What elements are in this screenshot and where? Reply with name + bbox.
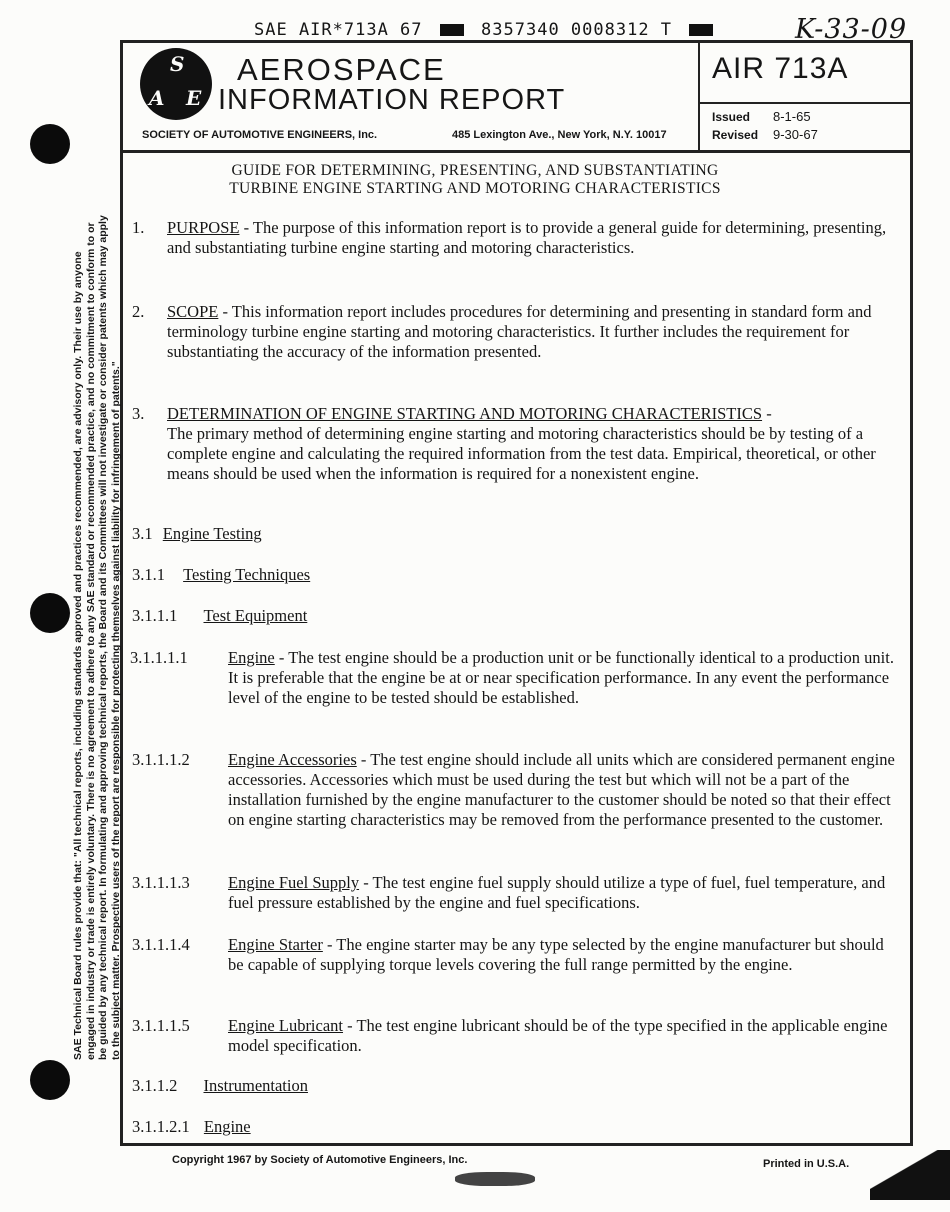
section-text: - The test engine should be a production unit or be functionally identical to a production unit. It is preferable that the engine be at or near specification performance. In any event the performance level of the engine to be tested should be established. bbox=[228, 648, 894, 707]
subsection-engine-accessories bbox=[228, 750, 900, 830]
redaction-block bbox=[440, 24, 464, 36]
section-heading: DETERMINATION OF ENGINE STARTING AND MOTORING CHARACTERISTICS bbox=[167, 404, 763, 423]
handwritten-code: K-33-09 bbox=[795, 14, 908, 45]
doc-title-line2: TURBINE ENGINE STARTING AND MOTORING CHARACTERISTICS bbox=[229, 180, 721, 197]
section-text: - The engine starter may be any type selected by the engine manufacturer but should be capable of supplying torque levels covering the full range permitted by the engine. bbox=[228, 935, 884, 974]
section-heading: SCOPE bbox=[167, 302, 219, 321]
code-left: SAE AIR*713A 67 bbox=[254, 20, 423, 40]
section-number: 2. bbox=[132, 302, 145, 321]
subsection-engine bbox=[228, 648, 900, 708]
section-number: 3.1.1.1.2 bbox=[132, 750, 190, 769]
section-text: The primary method of determining engine starting and motoring characteristics should be by testing of a complete engine and calculating the required information from the test data. Empirical, theoretical, or other means should be used when the information is required for a nonexistent engine. bbox=[167, 424, 876, 483]
subsection-testing-techniques bbox=[132, 565, 310, 585]
footer-printed: Printed in U.S.A. bbox=[763, 1158, 850, 1170]
section-text: - The test engine fuel supply should utilize a type of fuel, fuel temperature, and fuel pressure established by the engine and fuel specifications. bbox=[228, 873, 886, 912]
section-heading: Engine bbox=[203, 1117, 251, 1136]
redaction-block bbox=[689, 24, 713, 36]
subsection-engine-fuel-supply bbox=[228, 873, 900, 913]
section-number: 3. bbox=[132, 404, 145, 423]
logo-letter: A bbox=[149, 86, 165, 110]
header-vertical-rule bbox=[698, 40, 700, 150]
header-rule bbox=[120, 40, 910, 43]
section-number: 3.1.1.2.1 bbox=[132, 1117, 190, 1136]
side-disclaimer: SAE Technical Board rules provide that: "All technical reports, including standards approved and practices recommended, are advisory only. Their use by anyone engaged in industry or trade is entirely voluntary. There is no agreement to adhere to any SAE standard or recommended practice, and no commitment to conform to or be guided by any technical report. In formulating and approving technical reports, the Board and its Committees will not investigate or consider patents which may apply to the subject matter. Prospective users of the report are responsible for protecting themselves against liability for infringement of patents." bbox=[72, 215, 122, 1060]
subsection-engine-testing bbox=[132, 524, 262, 544]
header-title-line1: AEROSPACE bbox=[237, 52, 446, 87]
document-code-line bbox=[254, 20, 719, 40]
footer-copyright: Copyright 1967 by Society of Automotive Engineers, Inc. bbox=[172, 1154, 468, 1166]
subsection-engine-starter bbox=[228, 935, 900, 975]
section-number: 3.1.1.1.4 bbox=[132, 935, 190, 954]
header-divider bbox=[120, 150, 910, 153]
doc-code-divider bbox=[698, 102, 910, 104]
issued-label: Issued bbox=[712, 110, 751, 124]
section-heading: Instrumentation bbox=[203, 1076, 308, 1095]
punch-hole bbox=[30, 593, 70, 633]
section-dash: - bbox=[762, 404, 772, 423]
section-purpose bbox=[167, 218, 902, 258]
section-text: - This information report includes procedures for determining and presenting in standard form and terminology turbine engine starting and motoring characteristics. It further includes the requirement for substantiating the accuracy of the information presented. bbox=[167, 302, 872, 361]
section-heading: Testing Techniques bbox=[183, 565, 311, 584]
section-scope bbox=[167, 302, 902, 362]
section-number: 3.1.1.1 bbox=[132, 606, 178, 625]
section-number: 3.1.1 bbox=[132, 565, 165, 584]
scan-corner-mark bbox=[870, 1150, 950, 1200]
section-heading: Test Equipment bbox=[203, 606, 308, 625]
sae-logo bbox=[140, 48, 212, 120]
subsection-engine-lubricant bbox=[228, 1016, 900, 1056]
punch-hole bbox=[30, 124, 70, 164]
section-heading: Engine Lubricant bbox=[228, 1016, 344, 1035]
section-heading: PURPOSE bbox=[167, 218, 240, 237]
section-heading: Engine Testing bbox=[162, 524, 262, 543]
section-number: 3.1 bbox=[132, 524, 153, 543]
logo-letter: S bbox=[170, 52, 185, 76]
society-name: SOCIETY OF AUTOMOTIVE ENGINEERS, Inc. bbox=[142, 129, 378, 141]
section-number: 3.1.1.1.1 bbox=[130, 648, 188, 667]
issued-date: 8-1-65 bbox=[773, 109, 811, 124]
revised-label: Revised bbox=[712, 128, 759, 142]
section-text: - The test engine lubricant should be of the type specified in the applicable engine model specification. bbox=[228, 1016, 888, 1055]
section-heading: Engine bbox=[228, 648, 275, 667]
revised-date: 9-30-67 bbox=[773, 127, 818, 142]
section-number: 3.1.1.2 bbox=[132, 1076, 178, 1095]
society-address: 485 Lexington Ave., New York, N.Y. 10017 bbox=[452, 129, 667, 141]
section-determination bbox=[167, 404, 902, 484]
header-title-line2: INFORMATION REPORT bbox=[218, 84, 566, 116]
section-number: 1. bbox=[132, 218, 145, 237]
doc-title-line1: GUIDE FOR DETERMINING, PRESENTING, AND SUBSTANTIATING bbox=[231, 162, 719, 179]
subsection-test-equipment bbox=[132, 606, 307, 626]
scan-smudge bbox=[455, 1172, 535, 1186]
subsection-instrumentation bbox=[132, 1076, 308, 1096]
subsection-instrumentation-engine bbox=[132, 1117, 251, 1137]
section-text: - The purpose of this information report is to provide a general guide for determining, presenting, and substantiating turbine engine starting and motoring characteristics. bbox=[167, 218, 887, 257]
punch-hole bbox=[30, 1060, 70, 1100]
section-text: - The test engine should include all units which are considered permanent engine accessories. Accessories which must be used during the test but which will not be a part of the installation furnished by the engine manufacturer to the customer should be noted so that their effect on engine starting characteristics may be removed from the performance presented to the customer. bbox=[228, 750, 895, 829]
section-heading: Engine Starter bbox=[228, 935, 323, 954]
section-number: 3.1.1.1.5 bbox=[132, 1016, 190, 1035]
doc-code: AIR 713A bbox=[712, 52, 849, 85]
page-frame bbox=[120, 40, 913, 1146]
code-right: 8357340 0008312 T bbox=[481, 20, 673, 40]
section-number: 3.1.1.1.3 bbox=[132, 873, 190, 892]
section-heading: Engine Accessories bbox=[228, 750, 357, 769]
logo-letter: E bbox=[186, 86, 202, 110]
section-heading: Engine Fuel Supply bbox=[228, 873, 360, 892]
